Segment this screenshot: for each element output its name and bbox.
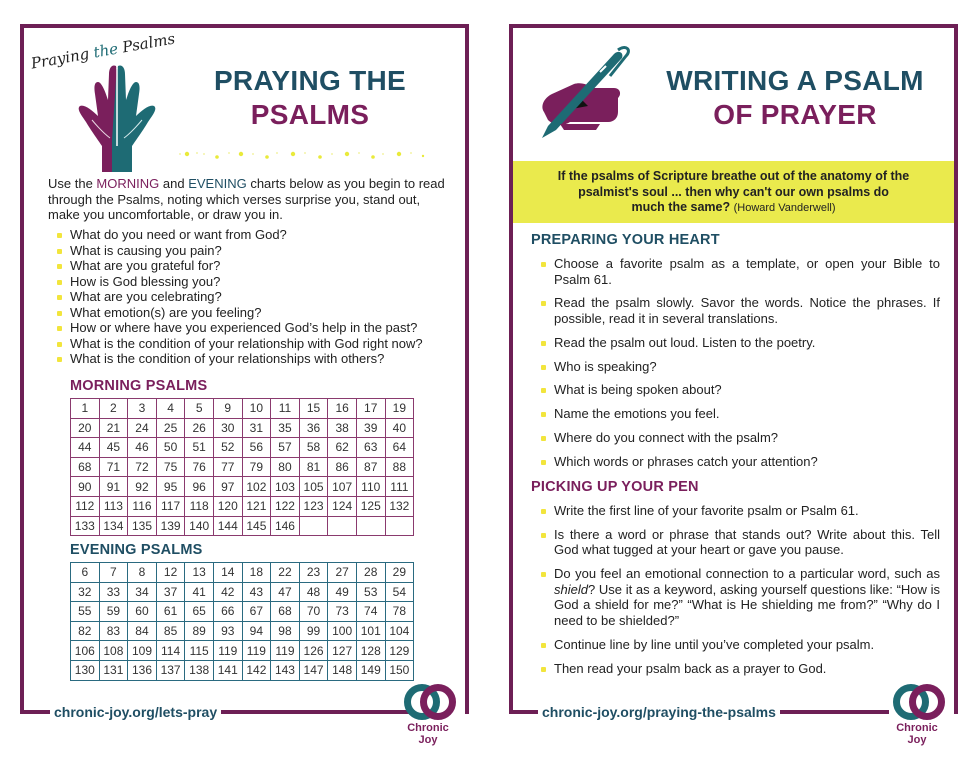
psalm-cell: 7: [99, 563, 128, 583]
psalm-cell: 53: [356, 582, 385, 602]
psalm-cell: 119: [271, 641, 300, 661]
psalm-cell: 147: [299, 660, 328, 680]
psalm-cell: 118: [185, 496, 214, 516]
psalm-cell: 139: [156, 516, 185, 536]
psalm-cell: 61: [156, 602, 185, 622]
evening-psalms-table: [70, 562, 414, 681]
psalm-cell: 107: [328, 477, 357, 497]
table-row: [71, 496, 414, 516]
psalm-cell: 43: [242, 582, 271, 602]
evening-highlight: EVENING: [188, 176, 247, 191]
psalm-cell: 133: [71, 516, 100, 536]
psalm-cell: 98: [271, 621, 300, 641]
psalm-cell: 4: [156, 399, 185, 419]
psalm-cell: 104: [385, 621, 414, 641]
psalm-cell: 56: [242, 438, 271, 458]
psalm-cell: 90: [71, 477, 100, 497]
list-item: Read the psalm slowly. Savor the words. Notice the phrases. If possible, read it in several translations.: [540, 295, 940, 326]
psalm-cell: 103: [271, 477, 300, 497]
psalm-cell: 67: [242, 602, 271, 622]
list-item: Where do you connect with the psalm?: [540, 430, 940, 446]
psalm-cell: 93: [213, 621, 242, 641]
psalm-cell: 79: [242, 457, 271, 477]
psalm-cell: 62: [328, 438, 357, 458]
psalm-cell: 121: [242, 496, 271, 516]
table-row: [71, 660, 414, 680]
psalm-cell: 10: [242, 399, 271, 419]
psalm-cell: 81: [299, 457, 328, 477]
table-row: [71, 457, 414, 477]
psalm-cell: 142: [242, 660, 271, 680]
list-item: Name the emotions you feel.: [540, 406, 940, 422]
list-item: Choose a favorite psalm as a template, or open your Bible to Psalm 61.: [540, 256, 940, 287]
psalm-cell: 70: [299, 602, 328, 622]
psalm-cell: 68: [271, 602, 300, 622]
list-item: What emotion(s) are you feeling?: [56, 305, 423, 321]
psalm-cell: 114: [156, 641, 185, 661]
psalm-cell: 35: [271, 418, 300, 438]
psalm-cell: 117: [156, 496, 185, 516]
page-title: PRAYING THE PSALMS: [213, 65, 407, 130]
psalm-cell: 48: [299, 582, 328, 602]
psalm-cell: 145: [242, 516, 271, 536]
psalm-cell: 42: [213, 582, 242, 602]
psalm-cell: 38: [328, 418, 357, 438]
psalm-cell: 87: [356, 457, 385, 477]
list-item: What is causing you pain?: [56, 243, 423, 259]
picking-up-your-pen-list: [540, 503, 940, 684]
psalm-cell: 86: [328, 457, 357, 477]
psalm-cell: 13: [185, 563, 214, 583]
psalm-cell: 28: [356, 563, 385, 583]
psalm-cell: 15: [299, 399, 328, 419]
psalm-cell: 33: [99, 582, 128, 602]
preparing-your-heart-heading: PREPARING YOUR HEART: [531, 232, 720, 248]
table-row: [71, 641, 414, 661]
psalm-cell: 83: [99, 621, 128, 641]
list-item: What is being spoken about?: [540, 382, 940, 398]
table-row: [71, 418, 414, 438]
list-item: Which words or phrases catch your attention?: [540, 454, 940, 470]
psalm-cell: 150: [385, 660, 414, 680]
psalm-cell: 102: [242, 477, 271, 497]
psalm-cell: 140: [185, 516, 214, 536]
psalm-cell: 105: [299, 477, 328, 497]
list-item: Continue line by line until you’ve completed your psalm.: [540, 637, 940, 653]
chronic-joy-logo: Chronic Joy: [398, 684, 458, 746]
psalm-cell: 126: [299, 641, 328, 661]
psalm-cell: 45: [99, 438, 128, 458]
psalm-cell: 8: [128, 563, 157, 583]
footer-link[interactable]: chronic-joy.org/praying-the-psalms: [538, 703, 780, 721]
psalm-cell: 55: [71, 602, 100, 622]
list-item: Then read your psalm back as a prayer to God.: [540, 661, 940, 677]
psalm-cell: 101: [356, 621, 385, 641]
psalm-cell: 25: [156, 418, 185, 438]
psalm-cell: 143: [271, 660, 300, 680]
list-item: What is the condition of your relationships with others?: [56, 351, 423, 367]
psalm-cell: 36: [299, 418, 328, 438]
psalm-cell: 73: [328, 602, 357, 622]
table-row: [71, 582, 414, 602]
psalm-cell: 109: [128, 641, 157, 661]
morning-highlight: MORNING: [96, 176, 160, 191]
psalm-cell: 89: [185, 621, 214, 641]
morning-psalms-heading: MORNING PSALMS: [70, 378, 208, 394]
psalm-cell: 124: [328, 496, 357, 516]
list-item: What are you celebrating?: [56, 289, 423, 305]
psalm-cell: 132: [385, 496, 414, 516]
psalm-cell: 77: [213, 457, 242, 477]
psalm-cell: 11: [271, 399, 300, 419]
psalm-cell: 138: [185, 660, 214, 680]
psalm-cell: 64: [385, 438, 414, 458]
psalm-cell: 74: [356, 602, 385, 622]
psalm-cell: 65: [185, 602, 214, 622]
praying-hands-icon: [72, 60, 162, 172]
psalm-cell: 22: [271, 563, 300, 583]
psalm-cell: 41: [185, 582, 214, 602]
purple-ring-icon: [420, 684, 456, 720]
list-item: Write the first line of your favorite psalm or Psalm 61.: [540, 503, 940, 519]
psalm-cell: 127: [328, 641, 357, 661]
psalm-cell: 54: [385, 582, 414, 602]
psalm-cell: [385, 516, 414, 536]
list-item: Is there a word or phrase that stands out? Write about this. Tell God what tugged at your heart or gave you pause.: [540, 527, 940, 558]
psalm-cell: 66: [213, 602, 242, 622]
psalm-cell: 82: [71, 621, 100, 641]
decorative-dots-divider: [177, 148, 427, 162]
psalm-cell: 116: [128, 496, 157, 516]
psalm-cell: 119: [242, 641, 271, 661]
list-item: What is the condition of your relationship with God right now?: [56, 336, 423, 352]
psalm-cell: 111: [385, 477, 414, 497]
psalm-cell: 110: [356, 477, 385, 497]
psalm-cell: 71: [99, 457, 128, 477]
psalm-cell: 44: [71, 438, 100, 458]
psalm-cell: 20: [71, 418, 100, 438]
psalm-cell: 1: [71, 399, 100, 419]
psalm-cell: 50: [156, 438, 185, 458]
table-row: [71, 516, 414, 536]
psalm-cell: 6: [71, 563, 100, 583]
psalm-cell: 115: [185, 641, 214, 661]
psalm-cell: 17: [356, 399, 385, 419]
psalm-cell: 63: [356, 438, 385, 458]
psalm-cell: 135: [128, 516, 157, 536]
psalm-cell: 80: [271, 457, 300, 477]
psalm-cell: 9: [213, 399, 242, 419]
psalm-cell: 40: [385, 418, 414, 438]
psalm-cell: [356, 516, 385, 536]
table-row: [71, 602, 414, 622]
preparing-your-heart-list: [540, 256, 940, 477]
psalm-cell: 34: [128, 582, 157, 602]
psalm-cell: 18: [242, 563, 271, 583]
psalm-cell: 19: [385, 399, 414, 419]
psalm-cell: 68: [71, 457, 100, 477]
praying-the-psalms-script-logo: Praying the Psalms: [29, 29, 177, 73]
psalm-cell: 30: [213, 418, 242, 438]
psalm-cell: 136: [128, 660, 157, 680]
psalm-cell: 128: [356, 641, 385, 661]
quote-callout: If the psalms of Scripture breathe out of the anatomy of the psalmist's soul ... then why can't our own psalms do much the same? (Howard Vanderwell): [513, 161, 954, 223]
psalm-cell: 2: [99, 399, 128, 419]
psalm-cell: [328, 516, 357, 536]
psalm-cell: 51: [185, 438, 214, 458]
hand-holding-pen-icon: [530, 40, 640, 140]
psalm-cell: 52: [213, 438, 242, 458]
list-item: Read the psalm out loud. Listen to the poetry.: [540, 335, 940, 351]
table-row: [71, 621, 414, 641]
psalm-cell: 59: [99, 602, 128, 622]
psalm-cell: 149: [356, 660, 385, 680]
quote-attribution: (Howard Vanderwell): [733, 202, 836, 214]
intro-paragraph: Use the MORNING and EVENING charts below as you begin to read through the Psalms, noting which verses surprise you, stand out, make you uncomfortable, or draw you in.: [48, 176, 445, 222]
psalm-cell: 146: [271, 516, 300, 536]
footer-rule-end: [465, 690, 469, 714]
psalm-cell: 125: [356, 496, 385, 516]
picking-up-your-pen-heading: PICKING UP YOUR PEN: [531, 479, 699, 495]
psalm-cell: 76: [185, 457, 214, 477]
psalm-cell: 58: [299, 438, 328, 458]
list-item: How or where have you experienced God’s help in the past?: [56, 320, 423, 336]
psalm-cell: 49: [328, 582, 357, 602]
psalm-cell: 96: [185, 477, 214, 497]
psalm-cell: 3: [128, 399, 157, 419]
psalm-cell: 85: [156, 621, 185, 641]
chronic-joy-logo: Chronic Joy: [887, 684, 947, 746]
psalm-cell: 92: [128, 477, 157, 497]
psalm-cell: 16: [328, 399, 357, 419]
psalm-cell: [299, 516, 328, 536]
psalm-cell: 131: [99, 660, 128, 680]
psalm-cell: 5: [185, 399, 214, 419]
psalm-cell: 37: [156, 582, 185, 602]
psalm-cell: 113: [99, 496, 128, 516]
psalm-cell: 106: [71, 641, 100, 661]
psalm-cell: 78: [385, 602, 414, 622]
psalm-cell: 130: [71, 660, 100, 680]
psalm-cell: 14: [213, 563, 242, 583]
psalm-cell: 95: [156, 477, 185, 497]
table-row: [71, 563, 414, 583]
psalm-cell: 39: [356, 418, 385, 438]
psalm-cell: 97: [213, 477, 242, 497]
evening-psalms-heading: EVENING PSALMS: [70, 542, 203, 558]
psalm-cell: 141: [213, 660, 242, 680]
psalm-cell: 75: [156, 457, 185, 477]
psalm-cell: 122: [271, 496, 300, 516]
psalm-cell: 94: [242, 621, 271, 641]
footer-link[interactable]: chronic-joy.org/lets-pray: [50, 703, 221, 721]
psalm-cell: 21: [99, 418, 128, 438]
psalm-cell: 123: [299, 496, 328, 516]
psalm-cell: 27: [328, 563, 357, 583]
list-item: Do you feel an emotional connection to a particular word, such as shield? Use it as a keyword, asking yourself questions like: “How is God a shield for me?” “What is He shielding me from?” “Why do I need to be shielded?”: [540, 566, 940, 628]
psalm-cell: 88: [385, 457, 414, 477]
list-item: What are you grateful for?: [56, 258, 423, 274]
purple-ring-icon: [909, 684, 945, 720]
list-item: What do you need or want from God?: [56, 227, 423, 243]
psalm-cell: 84: [128, 621, 157, 641]
list-item: How is God blessing you?: [56, 274, 423, 290]
psalm-cell: 120: [213, 496, 242, 516]
list-item: Who is speaking?: [540, 359, 940, 375]
table-row: [71, 438, 414, 458]
psalm-cell: 112: [71, 496, 100, 516]
psalm-cell: 137: [156, 660, 185, 680]
psalm-cell: 148: [328, 660, 357, 680]
psalm-cell: 99: [299, 621, 328, 641]
psalm-cell: 129: [385, 641, 414, 661]
psalm-cell: 46: [128, 438, 157, 458]
psalm-cell: 32: [71, 582, 100, 602]
psalm-cell: 23: [299, 563, 328, 583]
psalm-cell: 31: [242, 418, 271, 438]
psalm-cell: 47: [271, 582, 300, 602]
psalm-cell: 57: [271, 438, 300, 458]
table-row: [71, 399, 414, 419]
psalm-cell: 108: [99, 641, 128, 661]
psalm-cell: 26: [185, 418, 214, 438]
psalm-cell: 100: [328, 621, 357, 641]
psalm-cell: 72: [128, 457, 157, 477]
footer-rule-end: [954, 690, 958, 714]
morning-psalms-table: [70, 398, 414, 536]
keyword-shield: shield: [554, 581, 588, 597]
psalm-cell: 119: [213, 641, 242, 661]
psalm-cell: 144: [213, 516, 242, 536]
psalm-cell: 24: [128, 418, 157, 438]
page-title: WRITING A PSALM OF PRAYER: [666, 65, 924, 130]
psalm-cell: 134: [99, 516, 128, 536]
psalm-cell: 12: [156, 563, 185, 583]
psalm-cell: 60: [128, 602, 157, 622]
table-row: [71, 477, 414, 497]
psalm-cell: 91: [99, 477, 128, 497]
reflection-questions-list: [56, 227, 423, 367]
psalm-cell: 29: [385, 563, 414, 583]
